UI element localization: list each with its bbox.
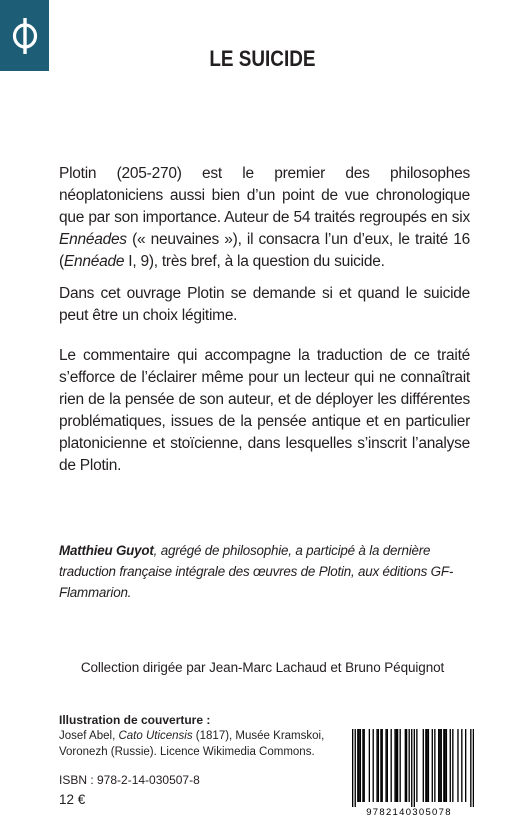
barcode-bar bbox=[397, 729, 398, 802]
barcode-bar bbox=[378, 729, 379, 802]
barcode-bar bbox=[400, 729, 401, 802]
barcode-bar bbox=[452, 729, 453, 802]
barcode-bar bbox=[461, 729, 462, 802]
barcode-bar bbox=[439, 729, 440, 802]
barcode-bar bbox=[426, 729, 427, 802]
book-title: LE SUICIDE bbox=[209, 46, 316, 71]
barcode-bar bbox=[406, 729, 407, 802]
barcode-bar bbox=[376, 729, 377, 802]
summary-paragraph-3 bbox=[59, 345, 470, 477]
barcode-bar bbox=[405, 729, 406, 802]
barcode-bar bbox=[369, 729, 370, 802]
p1-text-e: I, 9), très bref, à la question du suicide. bbox=[124, 253, 385, 270]
barcode-bar bbox=[444, 729, 445, 802]
barcode-bar bbox=[423, 729, 424, 802]
barcode-bar bbox=[385, 729, 386, 802]
barcode bbox=[344, 729, 474, 817]
isbn: ISBN : 978-2-14-030507-8 bbox=[59, 773, 200, 787]
credits-artwork-title: Cato Uticensis bbox=[118, 730, 193, 742]
p1-title-enneade: Ennéade bbox=[63, 253, 125, 270]
p1-text-a: Plotin (205-270) est le premier des philosophes néoplatoniciens aussi bien d’un point de vue chronologique que par son importance. Auteur de 54 traités regroupés en six bbox=[59, 165, 470, 226]
barcode-bar bbox=[373, 729, 374, 802]
credits-museum: (1817), Musée Kramskoi, bbox=[192, 730, 325, 742]
barcode-bar bbox=[414, 729, 415, 807]
barcode-bar bbox=[355, 729, 356, 807]
barcode-bar bbox=[446, 729, 447, 802]
barcode-bar bbox=[425, 729, 426, 802]
barcode-digits: 9782140305078 bbox=[366, 807, 452, 817]
barcode-bar bbox=[391, 729, 392, 802]
barcode-bar bbox=[394, 729, 395, 802]
credits-line-1 bbox=[59, 728, 349, 744]
barcode-bar bbox=[382, 729, 383, 802]
barcode-bar bbox=[450, 729, 451, 802]
barcode-bar bbox=[396, 729, 397, 802]
barcode-bar bbox=[380, 729, 381, 802]
barcode-bar bbox=[360, 729, 361, 802]
credits-artist: Josef Abel, bbox=[59, 730, 119, 742]
p1-text-c: (« neuvaines »), il consacra l’un d’eux, le traité 16 ( bbox=[59, 231, 470, 270]
barcode-bar bbox=[428, 729, 429, 802]
collection-line: Collection dirigée par Jean-Marc Lachaud et Bruno Péquignot bbox=[80, 660, 445, 675]
summary-paragraph-2 bbox=[59, 283, 470, 327]
barcode-bar bbox=[364, 729, 365, 802]
p1-title-enneades: Ennéades bbox=[59, 231, 127, 248]
cover-credits bbox=[59, 712, 349, 760]
phi-logo-icon bbox=[10, 16, 40, 56]
barcode-bar bbox=[465, 729, 466, 802]
barcode-bar bbox=[352, 729, 353, 807]
credits-line-2: Voronezh (Russie). Licence Wikimedia Commons. bbox=[59, 746, 315, 758]
barcode-bar bbox=[434, 729, 435, 802]
barcode-bar bbox=[362, 729, 363, 802]
barcode-bars bbox=[352, 729, 474, 807]
barcode-bar bbox=[438, 729, 439, 802]
p3-text: Le commentaire qui accompagne la traduction de ce traité s’efforce de l’éclairer même pour un lecteur qui ne connaîtrait rien de la pensée de son auteur, et de déployer les différentes problématiques, issues de la pensée antique et en particulier platonicienne et stoïcienne, dans lesquelles s’inscrit l’analyse de Plotin. bbox=[59, 347, 470, 474]
summary-paragraph-1 bbox=[59, 163, 470, 273]
barcode-bar bbox=[473, 729, 474, 807]
barcode-bar bbox=[432, 729, 433, 802]
barcode-bar bbox=[357, 729, 358, 802]
barcode-bar bbox=[470, 729, 471, 807]
author-description: , agrégé de philosophie, a participé à la dernière traduction française intégrale des œuvres de Plotin, aux éditions GF-Flammarion. bbox=[59, 543, 454, 600]
barcode-bar bbox=[411, 729, 412, 807]
p2-text: Dans cet ouvrage Plotin se demande si et quand le suicide peut être un choix légitime. bbox=[59, 285, 470, 324]
barcode-bar bbox=[457, 729, 458, 802]
price: 12 € bbox=[59, 792, 86, 807]
barcode-bar bbox=[387, 729, 388, 802]
barcode-bar bbox=[409, 729, 410, 802]
barcode-bar bbox=[416, 729, 417, 802]
barcode-bar bbox=[443, 729, 444, 802]
barcode-bar bbox=[441, 729, 442, 802]
credits-heading: Illustration de couverture : bbox=[59, 713, 211, 727]
author-name: Matthieu Guyot bbox=[59, 543, 154, 558]
author-bio bbox=[59, 540, 479, 603]
barcode-bar bbox=[358, 729, 359, 802]
